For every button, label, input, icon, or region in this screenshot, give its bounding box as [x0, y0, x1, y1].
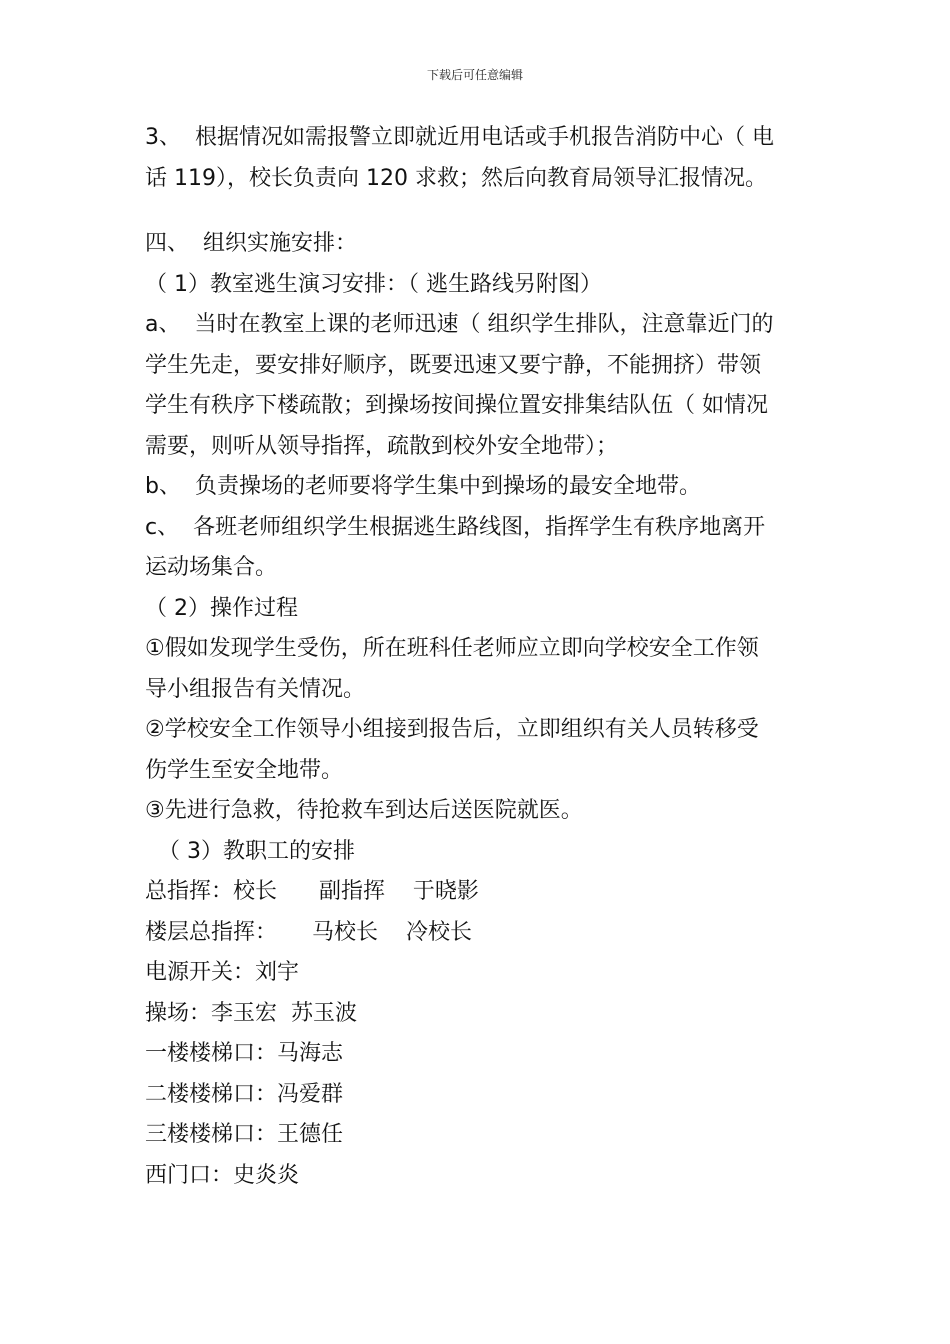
subsection-heading: （ 3）教职工的安排 [158, 838, 355, 864]
text-line: ①假如发现学生受伤，所在班科任老师应立即向学校安全工作领 [145, 636, 759, 661]
paragraph-gap [145, 199, 805, 224]
text-line: 学生有秩序下楼疏散；到操场按间操位置安排集结队伍（ 如情况 [145, 393, 768, 418]
text-line: 运动场集合。 [145, 555, 278, 580]
staff-line: 楼层总指挥： 马校长 冷校长 [145, 919, 472, 945]
staff-line: 二楼楼梯口：冯爱群 [145, 1081, 344, 1107]
staff-line: 总指挥：校长 副指挥 于晓影 [145, 879, 479, 904]
page-header: 下载后可任意编辑 [426, 68, 523, 82]
text-line: ②学校安全工作领导小组接到报告后，立即组织有关人员转移受 [145, 717, 759, 742]
staff-line: 电源开关：刘宇 [145, 960, 300, 985]
text-line: c、 各班老师组织学生根据逃生路线图，指挥学生有秩序地离开 [145, 514, 766, 540]
text-line: a、 当时在教室上课的老师迅速（ 组织学生排队，注意靠近门的 [145, 312, 774, 337]
staff-line: 三楼楼梯口：王德任 [145, 1122, 344, 1147]
text-line: 导小组报告有关情况。 [145, 676, 366, 702]
section-heading: 四、 组织实施安排： [145, 231, 357, 256]
text-line: 需要，则听从领导指挥，疏散到校外安全地带）； [145, 433, 619, 459]
staff-line: 操场：李玉宏 苏玉波 [145, 1000, 357, 1026]
staff-line: 一楼楼梯口：马海志 [145, 1041, 344, 1066]
document-body [145, 118, 805, 1196]
subsection-heading: （ 1）教室逃生演习安排：（ 逃生路线另附图） [145, 271, 602, 297]
subsection-heading: （ 2）操作过程 [145, 595, 298, 621]
text-line: b、 负责操场的老师要将学生集中到操场的最安全地带。 [145, 474, 701, 499]
text-line: 伤学生至安全地带。 [145, 757, 344, 783]
staff-line: 西门口：史炎炎 [145, 1162, 300, 1188]
text-line: 3、 根据情况如需报警立即就近用电话或手机报告消防中心（ 电 [145, 125, 774, 150]
text-line: 话 119），校长负责向 120 求救；然后向教育局领导汇报情况。 [145, 165, 767, 191]
text-line: ③先进行急救，待抢救车到达后送医院就医。 [145, 798, 583, 823]
text-line: 学生先走，要安排好顺序，既要迅速又要宁静，不能拥挤）带领 [145, 352, 762, 378]
